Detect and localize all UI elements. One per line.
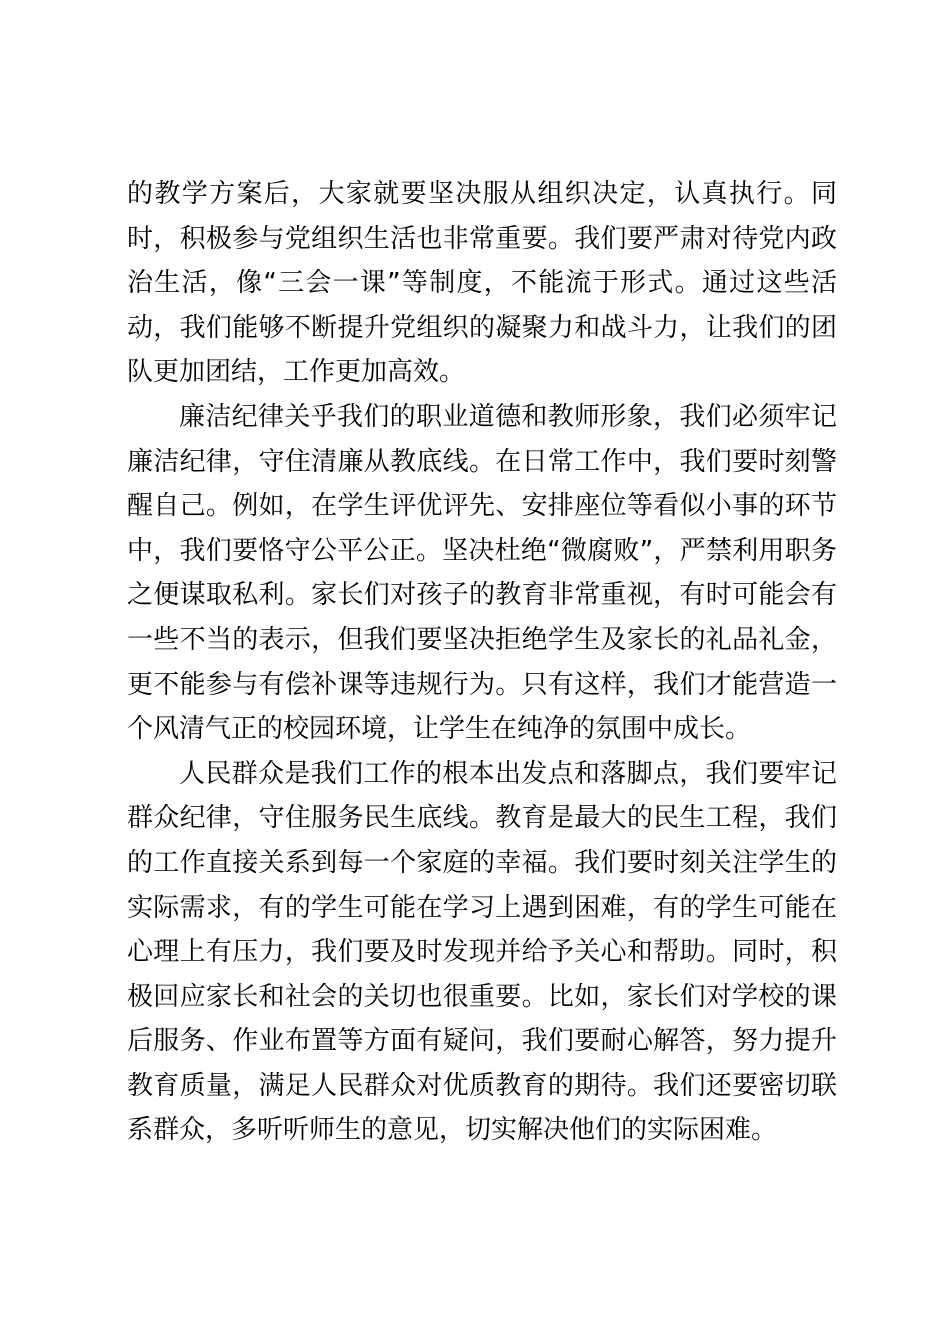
paragraph-party-organization: 的教学方案后，大家就要坚决服从组织决定，认真执行。同时，积极参与党组织生活也非常重要。我们要严肃对待党内政治生活，像“三会一课”等制度，不能流于形式。通过这些活动，我们能够不断提升党组织的凝聚力和战斗力，让我们的团队更加团结，工作更加高效。 [127,179,837,388]
document-body [127,172,837,1153]
paragraph-integrity-discipline: 廉洁纪律关乎我们的职业道德和教师形象，我们必须牢记廉洁纪律，守住清廉从教底线。在日常工作中，我们要时刻警醒自己。例如，在学生评优评先、安排座位等看似小事的环节中，我们要恪守公平公正。坚决杜绝“微腐败”，严禁利用职务之便谋取私利。家长们对孩子的教育非常重视，有时可能会有一些不当的表示，但我们要坚决拒绝学生及家长的礼品礼金，更不能参与有偿补课等违规行为。只有这样，我们才能营造一个风清气正的校园环境，让学生在纯净的氛围中成长。 [127,401,837,745]
paragraph-mass-discipline: 人民群众是我们工作的根本出发点和落脚点，我们要牢记群众纪律，守住服务民生底线。教育是最大的民生工程，我们的工作直接关系到每一个家庭的幸福。我们要时刻关注学生的实际需求，有的学生可能在学习上遇到困难，有的学生可能在心理上有压力，我们要及时发现并给予关心和帮助。同时，积极回应家长和社会的关切也很重要。比如，家长们对学校的课后服务、作业布置等方面有疑问，我们要耐心解答，努力提升教育质量，满足人民群众对优质教育的期待。我们还要密切联系群众，多听听师生的意见，切实解决他们的实际困难。 [127,758,837,1146]
